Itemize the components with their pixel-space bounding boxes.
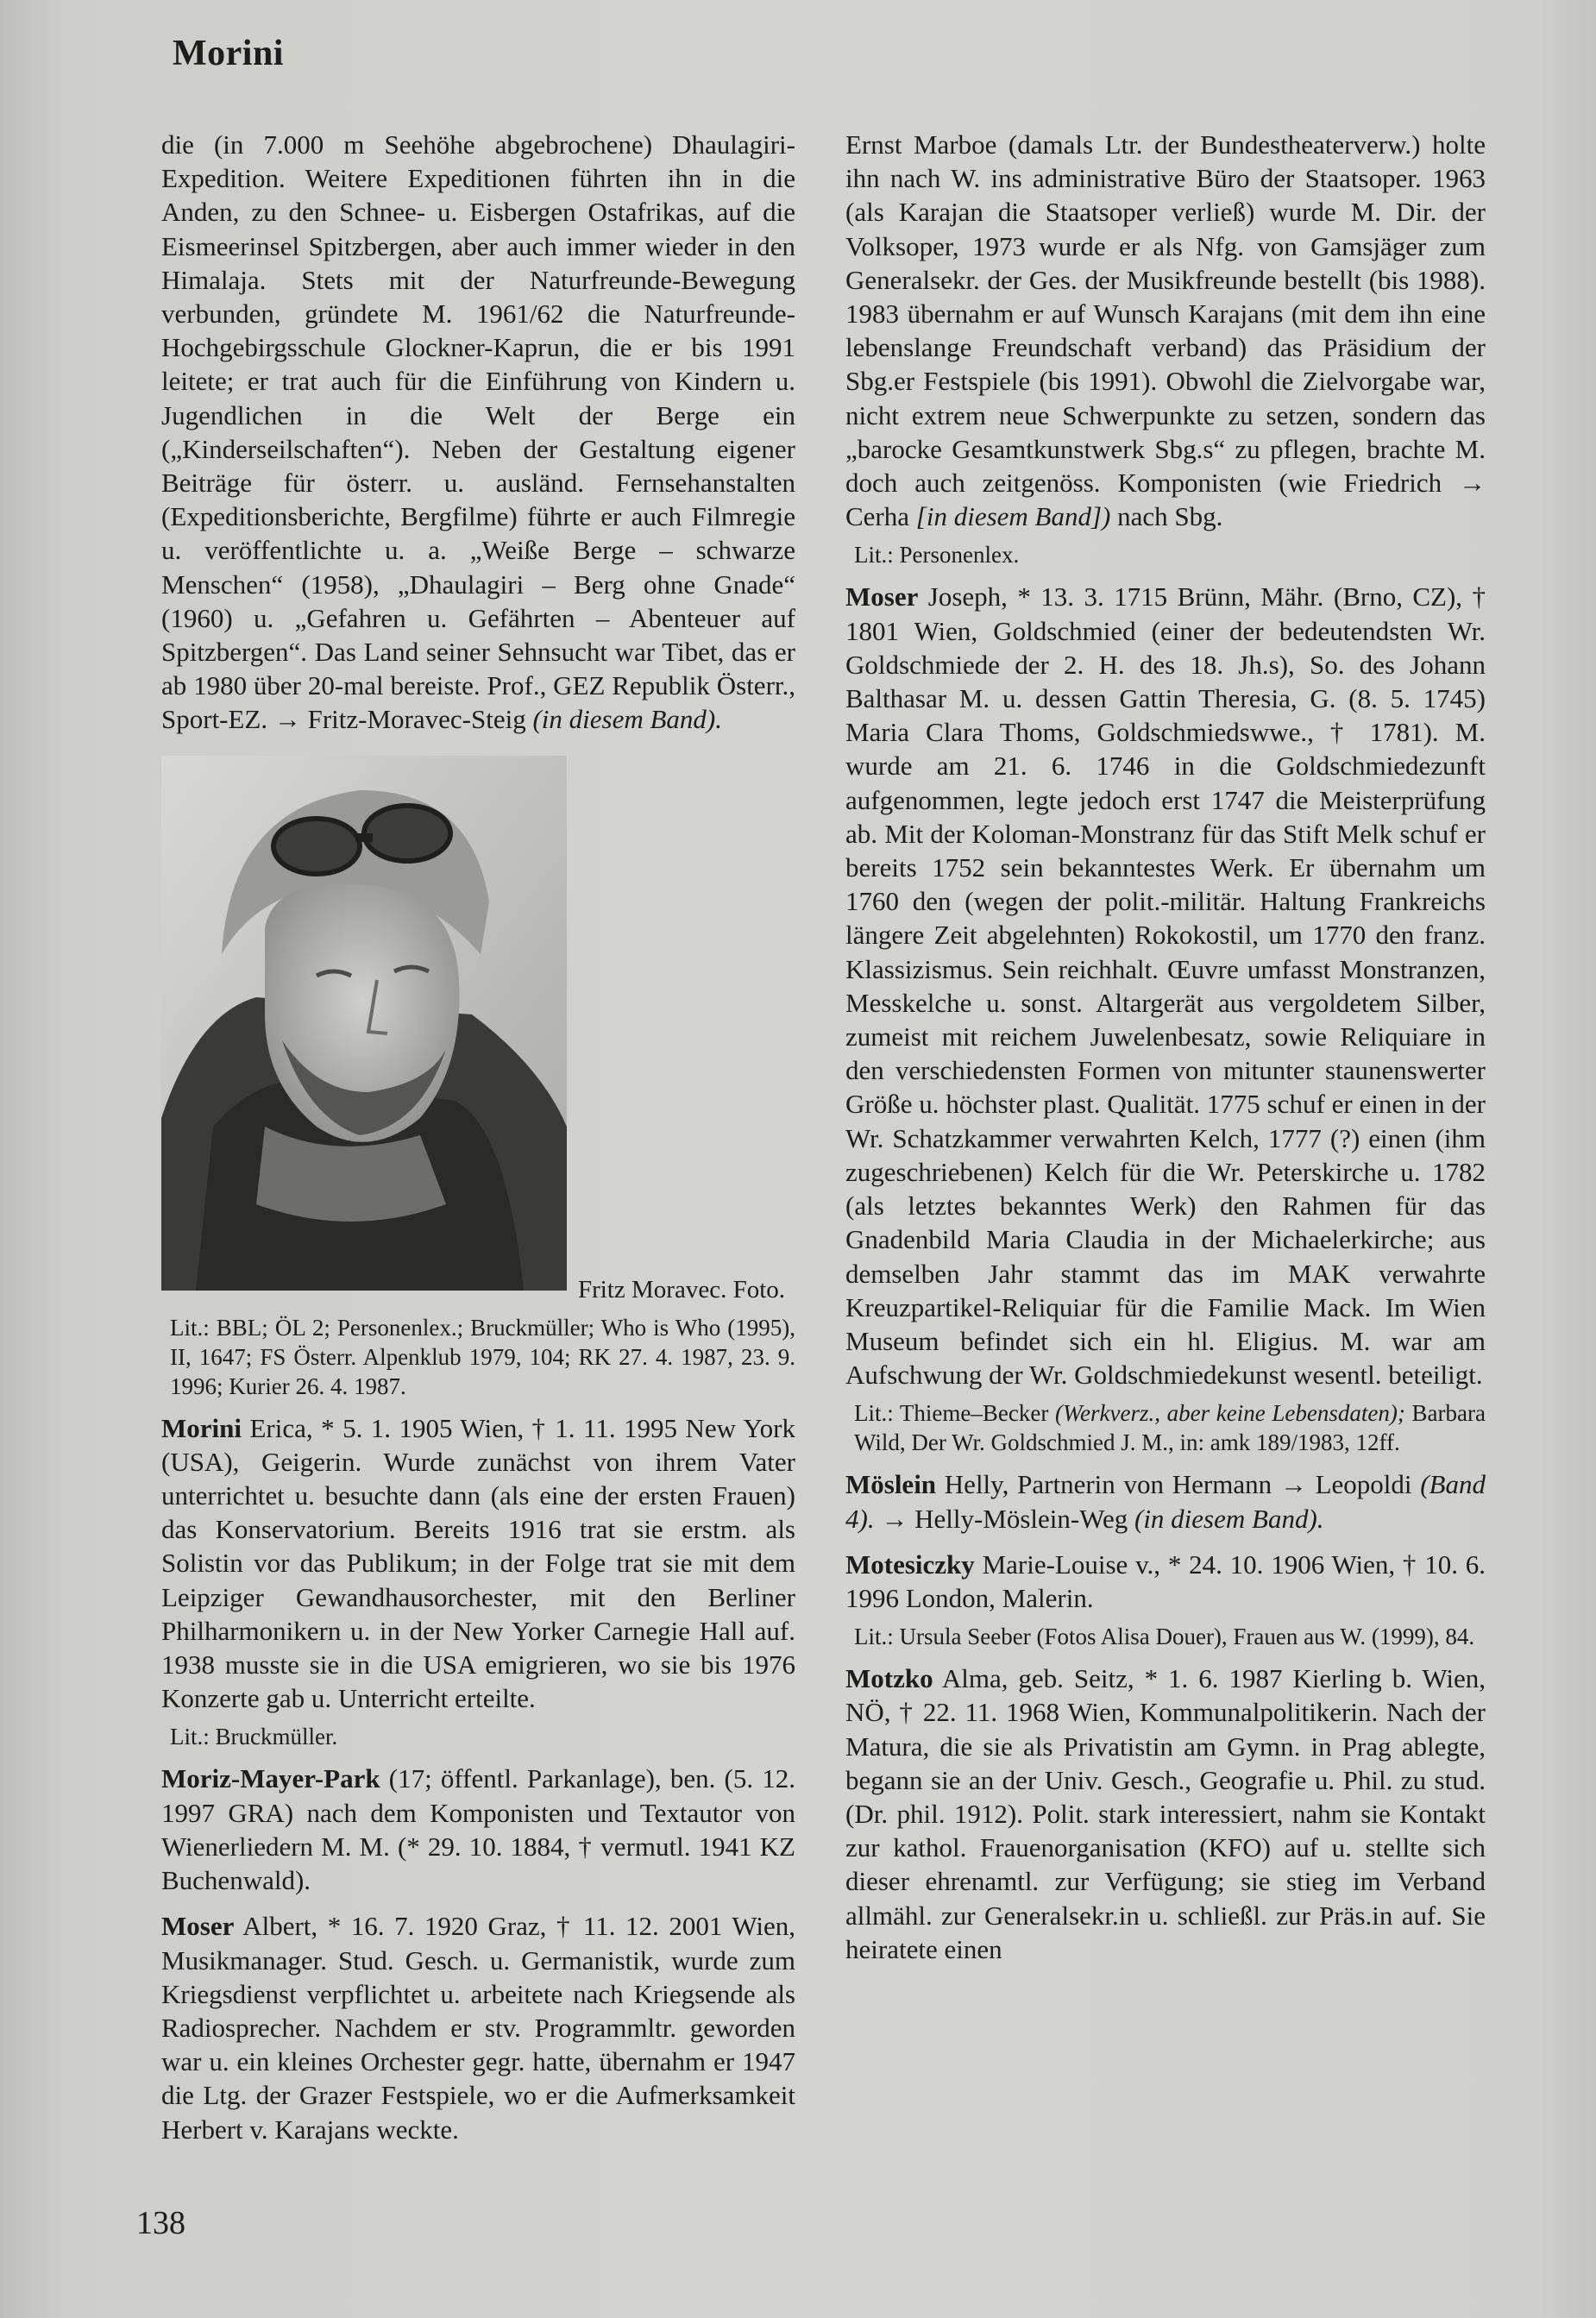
page-number: 138	[136, 2205, 185, 2241]
cross-reference: (in diesem Band).	[532, 704, 722, 735]
entry-lemma: Motesiczky	[845, 1548, 975, 1580]
photo-caption: Fritz Moravec. Foto.	[577, 1276, 785, 1304]
entry-lemma: Moser	[161, 1911, 235, 1942]
entry-text: Marie-Louise v., * 24. 10. 1906 Wien, † 10. 6. 1996 London, Malerin.	[845, 1548, 1486, 1613]
entry-moser-albert	[161, 1909, 795, 2145]
entry-text: Helly, Partnerin von Hermann → Leopoldi	[936, 1469, 1421, 1500]
entry-text: → Helly-Möslein-Weg	[874, 1503, 1134, 1534]
lit-italic: (Werkverz., aber keine Lebensdaten);	[1055, 1400, 1405, 1427]
literature-note	[854, 1398, 1486, 1457]
entry-text: Ernst Marboe (damals Ltr. der Bundestheaterverw.) holte ihn nach W. ins administrative Büro der Staatsoper. 1963 (als Karajan die Staatsoper verließ) wurde M. Dir. der Volksoper, 1973 wurde er als Nfg. von Gamsjäger zum Generalsekr. der Ges. der Musikfreunde bestellt (bis 1988). 1983 übernahm er auf Wunsch Karajans (mit dem ihn eine lebenslange Freundschaft verband) das Präsidium der Sbg.er Festspiele (bis 1991). Obwohl die Zielvorgabe war, nicht extrem neue Schwerpunkte zu setzen, sondern das „barocke Gesamtkunstwerk Sbg.s“ zu pflegen, brachte M. doch auch zeitgenöss. Komponisten (wie Friedrich → Cerha	[845, 129, 1486, 532]
entry-lemma: Moriz-Mayer-Park	[161, 1763, 380, 1794]
literature-note: Lit.: Personenlex.	[854, 542, 1020, 569]
entry-text: Alma, geb. Seitz, * 1. 6. 1987 Kierling b. Wien, NÖ, † 22. 11. 1968 Wien, Kommunalpolitikerin. Nach der Matura, die sie als Privatistin am Gymn. in Prag ablegte, begann sie an der Univ. Gesch., Geografie u. Phil. zu stud. (Dr. phil. 1912). Polit. stark interessiert, nahm sie Kontakt zur kathol. Frauenorganisation (KFO) auf u. stellte sich dieser ehrenamtl. zur Verfügung; sie stieg im Verband allmähl. zur Generalsekr.in u. schließl. zur Präs.in auf. Sie heiratete einen	[845, 1663, 1486, 1964]
entry-morini	[161, 1411, 795, 1716]
right-column	[845, 128, 1486, 1973]
entry-moriz-mayer-park	[161, 1762, 795, 1897]
entry-text: (17; öffentl. Parkanlage), ben. (5. 12. 1997 GRA) nach dem Komponisten und Textautor von Wienerliedern M. M. (* 29. 10. 1884, † vermutl. 1941 KZ Buchenwald).	[161, 1763, 795, 1896]
entry-lemma: Moser	[845, 581, 919, 612]
portrait-illustration	[161, 756, 567, 1291]
entry-text: nach Sbg.	[1110, 501, 1223, 532]
entry-moser-joseph	[845, 580, 1486, 1391]
cross-reference: (Band 4).	[845, 1469, 1486, 1534]
literature-note: Lit.: Ursula Seeber (Fotos Alisa Douer), Frauen aus W. (1999), 84.	[854, 1624, 1475, 1650]
lit-tail: Barbara Wild, Der Wr. Goldschmied J. M., in: amk 189/1983, 12ff.	[854, 1400, 1486, 1456]
cross-reference: [in diesem Band])	[915, 501, 1111, 532]
entry-text: Albert, * 16. 7. 1920 Graz, † 11. 12. 2001 Wien, Musikmanager. Stud. Gesch. u. Germanistik, wurde zum Kriegsdienst verpflichtet u. arbeitete nach Kriegsende als Radiosprecher. Nachdem er stv. Programmltr. geworden war u. ein kleines Orchester gegr. hatte, übernahm er 1947 die Ltg. der Grazer Festspiele, wo er die Aufmerksamkeit Herbert v. Karajans weckte.	[161, 1911, 795, 2145]
entry-motesiczky	[845, 1548, 1486, 1615]
portrait-photo	[161, 756, 567, 1291]
photo-block	[161, 756, 795, 1308]
running-head: Morini	[173, 34, 284, 73]
entry-continuation	[161, 128, 795, 737]
lit-head: Lit.: Thieme–Becker	[854, 1400, 1049, 1427]
entry-lemma: Möslein	[845, 1469, 937, 1500]
left-column	[161, 128, 795, 2153]
entry-lemma: Motzko	[845, 1663, 933, 1694]
entry-moslein	[845, 1467, 1486, 1535]
literature-note: Lit.: Bruckmüller.	[170, 1724, 338, 1750]
entry-text: Erica, * 5. 1. 1905 Wien, † 1. 11. 1995 New York (USA), Geigerin. Wurde zunächst von ihrem Vater unterrichtet u. besuchte dann (als eine der ersten Frauen) das Konservatorium. Bereits 1916 trat sie erstm. als Solistin vor das Publikum; in der Folge trat sie mit dem Leipziger Gewandhausorchester, mit den Berliner Philharmonikern u. in der New Yorker Carnegie Hall auf. 1938 musste sie in die USA emigrieren, wo sie bis 1976 Konzerte gab u. Unterricht erteilte.	[161, 1412, 795, 1714]
entry-text: die (in 7.000 m Seehöhe abgebrochene) Dhaulagiri-Expedition. Weitere Expeditionen führten ihn in die Anden, zu den Schnee- u. Eisbergen Ostafrikas, auf die Eismeerinsel Spitzbergen, aber auch immer wieder in den Himalaja. Stets mit der Naturfreunde-Bewegung verbunden, gründete M. 1961/62 die Naturfreunde-Hochgebirgsschule Glockner-Kaprun, die er bis 1991 leitete; er trat auch für die Einführung von Kindern u. Jugendlichen in die Welt der Berge ein („Kinderseilschaften“). Neben der Gestaltung eigener Beiträge für österr. u. ausländ. Fernsehanstalten (Expeditionsberichte, Bergfilme) führte er auch Filmregie u. veröffentlichte u. a. „Weiße Berge – schwarze Menschen“ (1958), „Dhaulagiri – Berg ohne Gnade“ (1960) u. „Gefahren u. Gefährten – Abenteuer auf Spitzbergen“. Das Land seiner Sehnsucht war Tibet, das er ab 1980 über 20-mal bereiste. Prof., GEZ Republik Österr., Sport-EZ. → Fritz-Moravec-Steig	[161, 129, 795, 735]
literature-note: Lit.: BBL; ÖL 2; Personenlex.; Bruckmüller; Who is Who (1995), II, 1647; FS Österr. Alpenklub 1979, 104; RK 27. 4. 1987, 23. 9. 1996; Kurier 26. 4. 1987.	[170, 1314, 795, 1399]
entry-motzko	[845, 1662, 1486, 1966]
cross-reference: (in diesem Band).	[1134, 1503, 1324, 1534]
entry-continuation	[845, 128, 1486, 533]
entry-lemma: Morini	[161, 1412, 242, 1443]
entry-text: Joseph, * 13. 3. 1715 Brünn, Mähr. (Brno, CZ), † 1801 Wien, Goldschmied (einer der bedeutendsten Wr. Goldschmiede der 2. H. des 18. Jh.s), So. des Johann Balthasar M. u. dessen Gattin Theresia, G. (8. 5. 1745) Maria Clara Thoms, Goldschmiedswwe., † 1781). M. wurde am 21. 6. 1746 in die Goldschmiedezunft aufgenommen, legte jedoch erst 1747 die Meisterprüfung ab. Mit der Koloman-Monstranz für das Stift Melk schuf er bereits 1752 sein bekanntestes Werk. Er übernahm um 1760 den (wegen der polit.-militär. Haltung Frankreichs längere Zeit abgelehnten) Rokokostil, um 1770 den franz. Klassizismus. Sein reichhalt. Œuvre umfasst Monstranzen, Messkelche u. sonst. Altargerät aus vergoldetem Silber, zumeist mit reichem Juwelenbesatz, sowie Reliquiare in den verschiedensten Formen von mitunter staunenswerter Größe u. höchster plast. Qualität. 1775 schuf er einen in der Wr. Schatzkammer verwahrten Kelch, 1777 (?) einen (ihm zugeschriebenen) Kelch für die Wr. Peterskirche u. 1782 (als letztes bekanntes Werk) den Rahmen für das Gnadenbild Maria Claudia in der Michaelerkirche; aus demselben Jahr stammt das im MAK verwahrte Kreuzpartikel-Reliquiar für die Familie Mack. Im Wien Museum befindet sich ein hl. Eligius. M. war am Aufschwung der Wr. Goldschmiedekunst wesentl. beteiligt.	[845, 581, 1486, 1391]
